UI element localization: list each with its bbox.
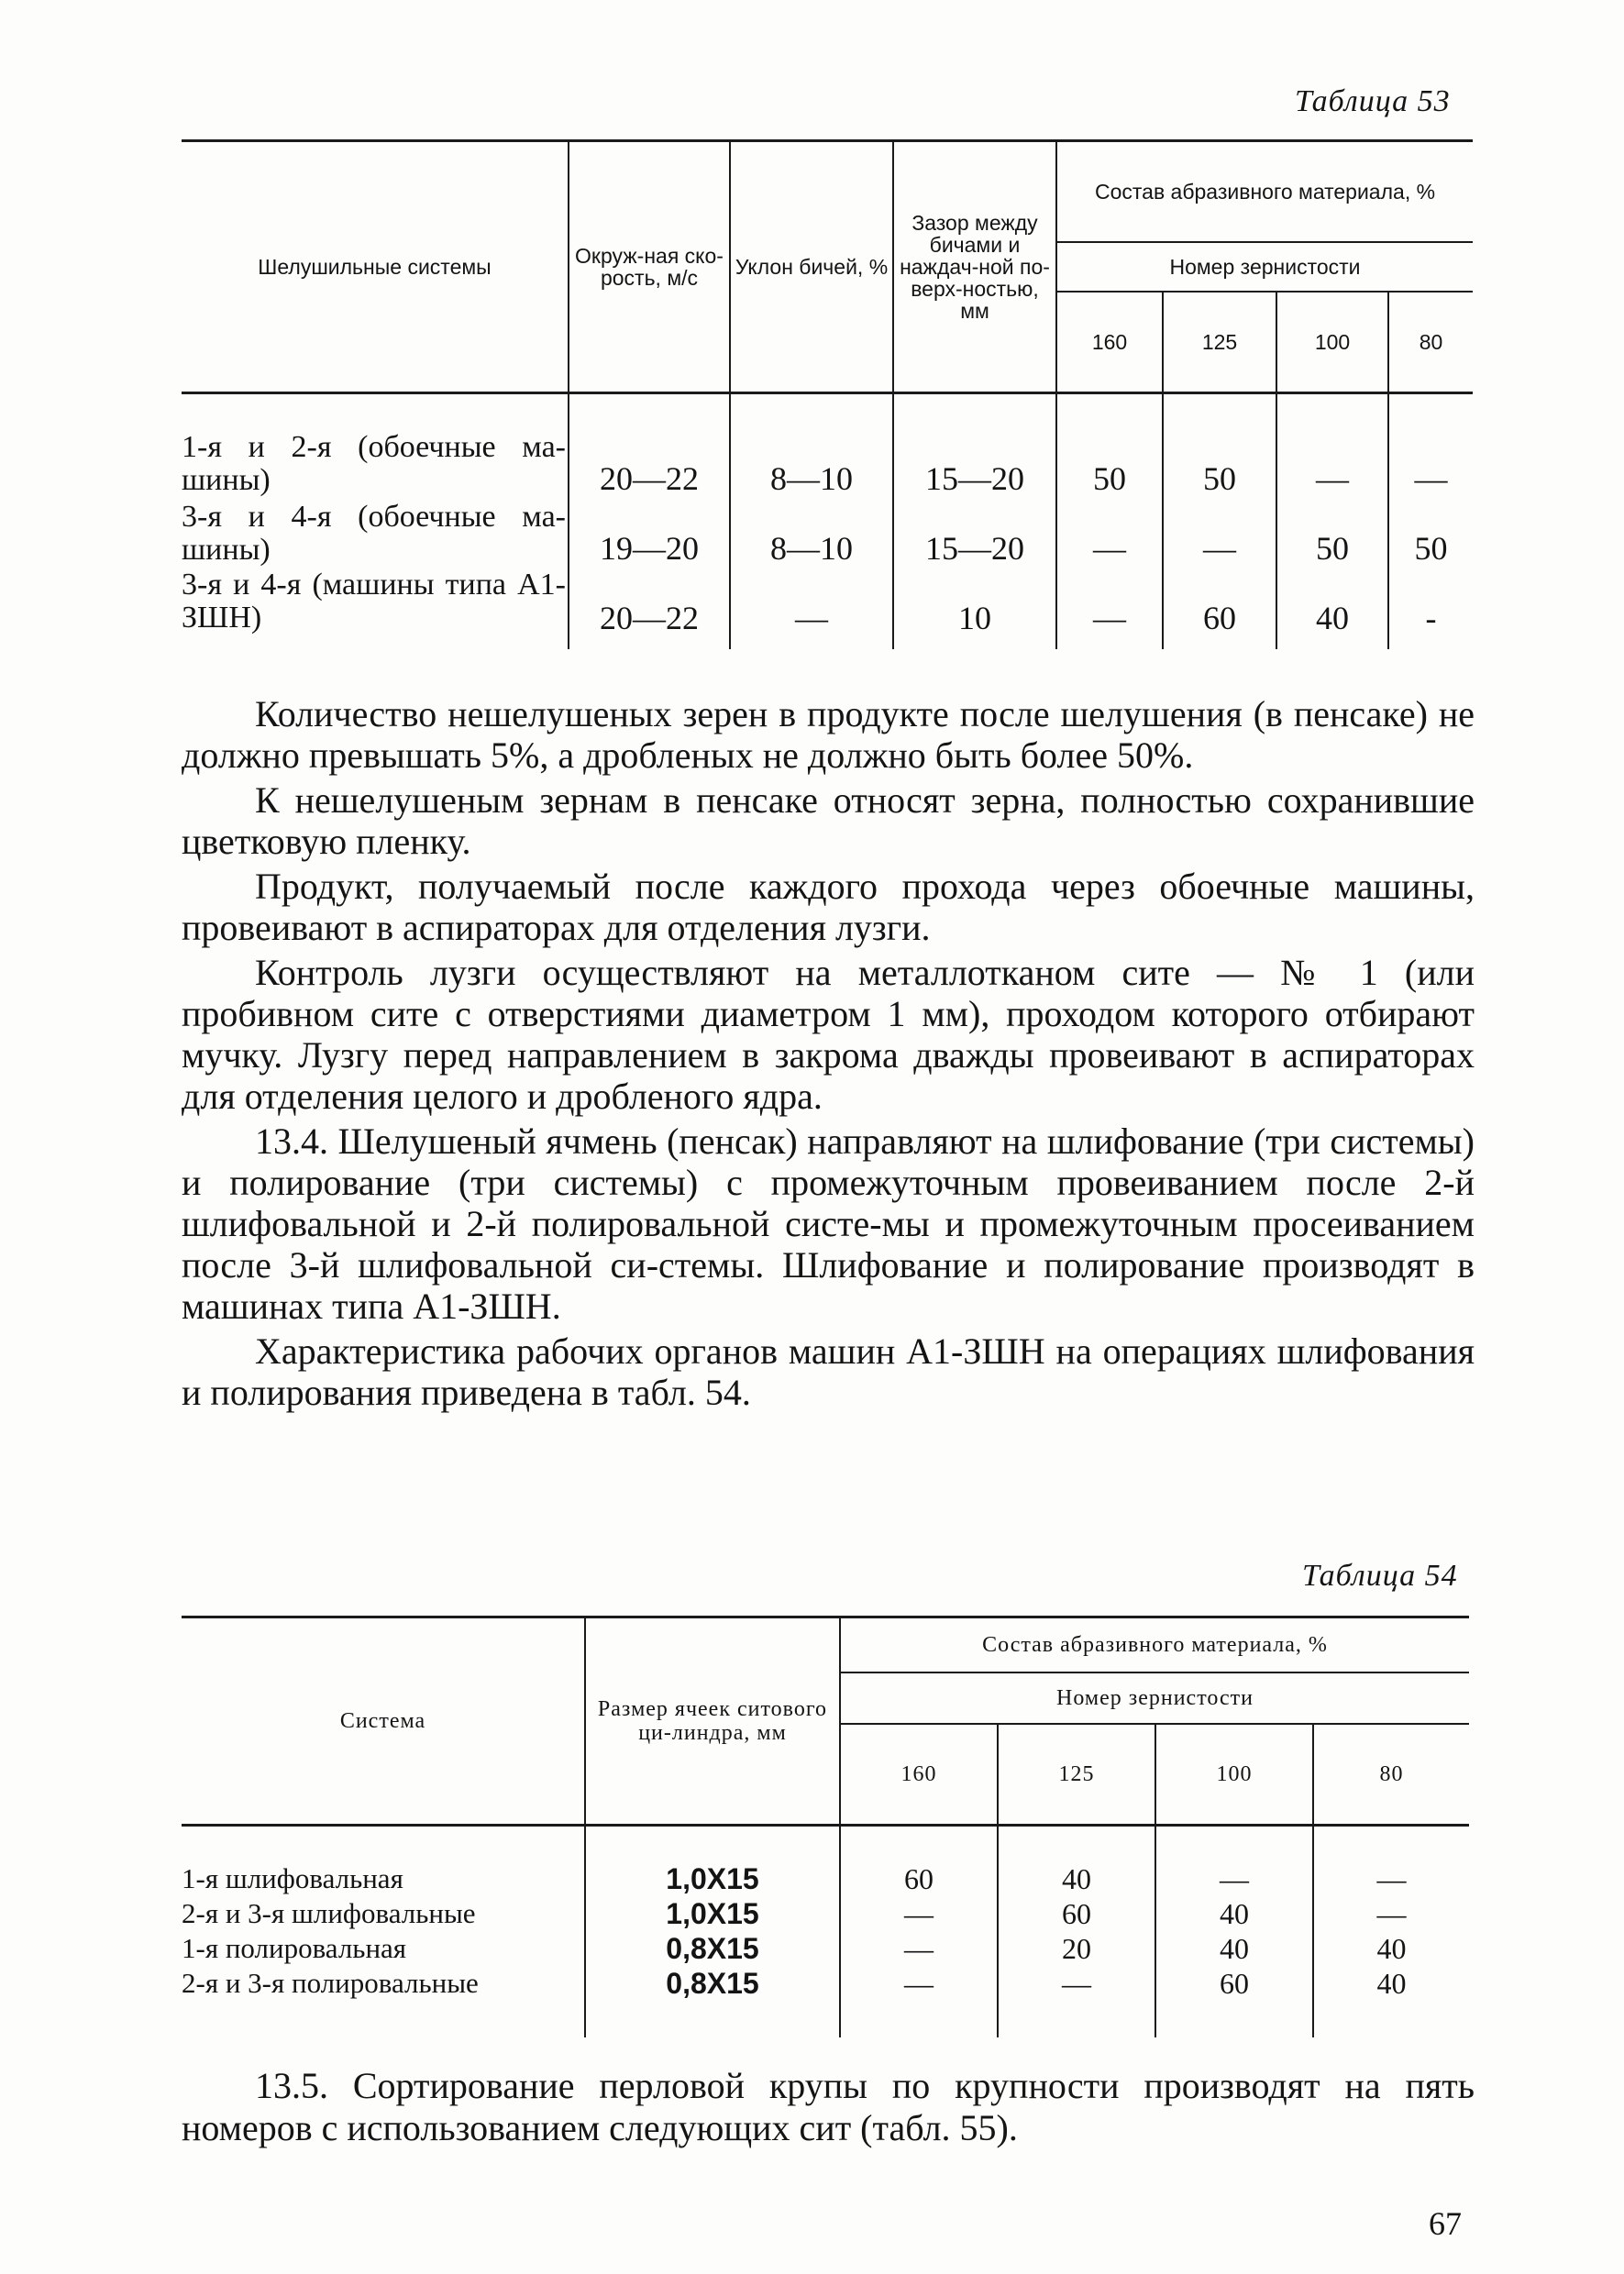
- paragraph: Продукт, получаемый после каждого прохода через обоечные машины, провеивают в аспираторах для отделения лузги.: [182, 866, 1475, 948]
- t54-row-80: 40: [1376, 1932, 1407, 1965]
- t54-row-100: 40: [1220, 1932, 1249, 1965]
- t53-header-80: 80: [1388, 292, 1473, 393]
- t54-row-system: 2-я и 3-я шлифовальные: [182, 1897, 476, 1929]
- t54-column-100: [1155, 1826, 1313, 2038]
- t53-row-gap: 15—20: [893, 499, 1056, 568]
- t54-row-80: —: [1376, 1897, 1407, 1930]
- table-row: [182, 499, 1473, 568]
- table54-caption: Таблица 54: [1302, 1559, 1458, 1593]
- t53-row-speed: 20—22: [569, 568, 730, 649]
- t53-row-gap: 10: [893, 568, 1056, 649]
- t54-column-80: [1313, 1826, 1469, 2038]
- paragraph: К нешелушеным зернам в пенсаке относят зерна, полностью сохранившие цветковую пленку.: [182, 779, 1475, 862]
- t53-row-160: —: [1056, 568, 1163, 649]
- t54-column-125: [998, 1826, 1155, 2038]
- t54-row-size: 1,0Х15: [666, 1862, 759, 1895]
- t54-header-160: 160: [840, 1724, 998, 1826]
- t54-header-size: Размер ячеек ситового ци-линдра, мм: [585, 1617, 840, 1826]
- t54-row-125: 60: [1062, 1897, 1091, 1930]
- t53-row-160: 50: [1056, 393, 1163, 500]
- t53-row-100: 50: [1276, 499, 1388, 568]
- t53-row-speed: 20—22: [569, 393, 730, 500]
- t54-header-abrasive: Состав абразивного материала, %: [840, 1617, 1469, 1673]
- table-53: [182, 139, 1473, 649]
- t53-row-gap: 15—20: [893, 393, 1056, 500]
- paragraph: Контроль лузги осуществляют на металлотканом сите — № 1 (или пробивном сите с отверстиями диаметром 1 мм), проходом которого отбирают мучку. Лузгу перед направлением в закрома дважды провеивают в аспираторах для отделения целого и дробленого ядра.: [182, 952, 1475, 1117]
- t53-row-slope: 8—10: [730, 499, 893, 568]
- t54-row-80: 40: [1376, 1967, 1407, 2000]
- table-body-block: [182, 1826, 1469, 2038]
- t53-row-system: 1-я и 2-я (обоечные ма-шины): [182, 430, 566, 497]
- t53-header-system: Шелушильные системы: [258, 255, 492, 279]
- t53-row-160: —: [1056, 499, 1163, 568]
- t54-row-80: —: [1376, 1862, 1407, 1895]
- t54-row-125: —: [1062, 1967, 1091, 2000]
- t54-header-80: 80: [1313, 1724, 1469, 1826]
- t54-row-160: —: [904, 1932, 934, 1965]
- paragraph: 13.5. Сортирование перловой крупы по крупности производят на пять номеров с использованием следующих сит (табл. 55).: [182, 2065, 1475, 2148]
- t53-row-speed: 19—20: [569, 499, 730, 568]
- t54-row-125: 40: [1062, 1862, 1091, 1895]
- paragraph: Характеристика рабочих органов машин А1-ЗШН на операциях шлифования и полирования приведена в табл. 54.: [182, 1330, 1475, 1413]
- t54-row-160: 60: [904, 1862, 934, 1895]
- t53-row-80: —: [1388, 393, 1473, 500]
- t54-row-160: —: [904, 1967, 934, 2000]
- t53-row-100: 40: [1276, 568, 1388, 649]
- closing-text: [182, 2065, 1475, 2149]
- t53-row-80: 50: [1388, 499, 1473, 568]
- t53-header-speed: Окруж-ная ско-рость, м/с: [569, 141, 730, 393]
- t53-row-100: —: [1276, 393, 1388, 500]
- t53-header-160: 160: [1056, 292, 1163, 393]
- t54-column-system: [182, 1826, 585, 2038]
- t54-row-160: —: [904, 1897, 934, 1930]
- t54-header-100: 100: [1155, 1724, 1313, 1826]
- t53-row-system: 3-я и 4-я (обоечные ма-шины): [182, 500, 566, 567]
- t54-row-size: 0,8Х15: [666, 1932, 759, 1965]
- table-row: [182, 393, 1473, 500]
- t53-row-125: —: [1163, 499, 1276, 568]
- paragraph: 13.4. Шелушеный ячмень (пенсак) направляют на шлифование (три системы) и полирование (три системы) с промежуточным провеиванием после 2-й шлифовальной и 2-й полировальной систе-мы и промежуточным просеиванием после 3-й шлифовальной си-стемы. Шлифование и полирование производят в машинах типа А1-ЗШН.: [182, 1120, 1475, 1327]
- t54-row-100: 40: [1220, 1897, 1249, 1930]
- t53-row-125: 60: [1163, 568, 1276, 649]
- page-number: 67: [1429, 2205, 1462, 2242]
- t54-row-size: 0,8Х15: [666, 1967, 759, 2000]
- t54-header-system: Система: [339, 1709, 426, 1733]
- t53-header-abrasive: Состав абразивного материала, %: [1056, 141, 1473, 243]
- paragraph: Количество нешелушеных зерен в продукте после шелушения (в пенсаке) не должно превышать 5%, а дробленых не должно быть более 50%.: [182, 693, 1475, 776]
- t54-column-size: [585, 1826, 840, 2038]
- table-row: [182, 568, 1473, 649]
- t53-header-slope: Уклон бичей, %: [730, 141, 893, 393]
- t54-header-grit: Номер зернистости: [840, 1672, 1469, 1724]
- table53-caption: Таблица 53: [1295, 84, 1451, 118]
- t53-header-125: 125: [1163, 292, 1276, 393]
- t54-column-160: [840, 1826, 998, 2038]
- t53-row-80: -: [1388, 568, 1473, 649]
- body-text: [182, 693, 1475, 1413]
- t54-row-system: 1-я полировальная: [182, 1932, 407, 1964]
- t54-row-100: 60: [1220, 1967, 1249, 2000]
- t54-row-100: —: [1220, 1862, 1249, 1895]
- t54-row-system: 1-я шлифовальная: [182, 1862, 403, 1894]
- t53-row-slope: —: [730, 568, 893, 649]
- t53-row-125: 50: [1163, 393, 1276, 500]
- t53-header-grit: Номер зернистости: [1056, 242, 1473, 292]
- t53-row-slope: 8—10: [730, 393, 893, 500]
- t54-header-125: 125: [998, 1724, 1155, 1826]
- t54-row-125: 20: [1062, 1932, 1091, 1965]
- t54-row-system: 2-я и 3-я полировальные: [182, 1967, 479, 1999]
- table-54: [182, 1616, 1469, 2037]
- t54-row-size: 1,0Х15: [666, 1897, 759, 1930]
- t53-row-system: 3-я и 4-я (машины типа А1-ЗШН): [182, 568, 566, 635]
- t53-header-100: 100: [1276, 292, 1388, 393]
- t53-header-gap: Зазор между бичами и наждач-ной по-верх-ностью, мм: [893, 141, 1056, 393]
